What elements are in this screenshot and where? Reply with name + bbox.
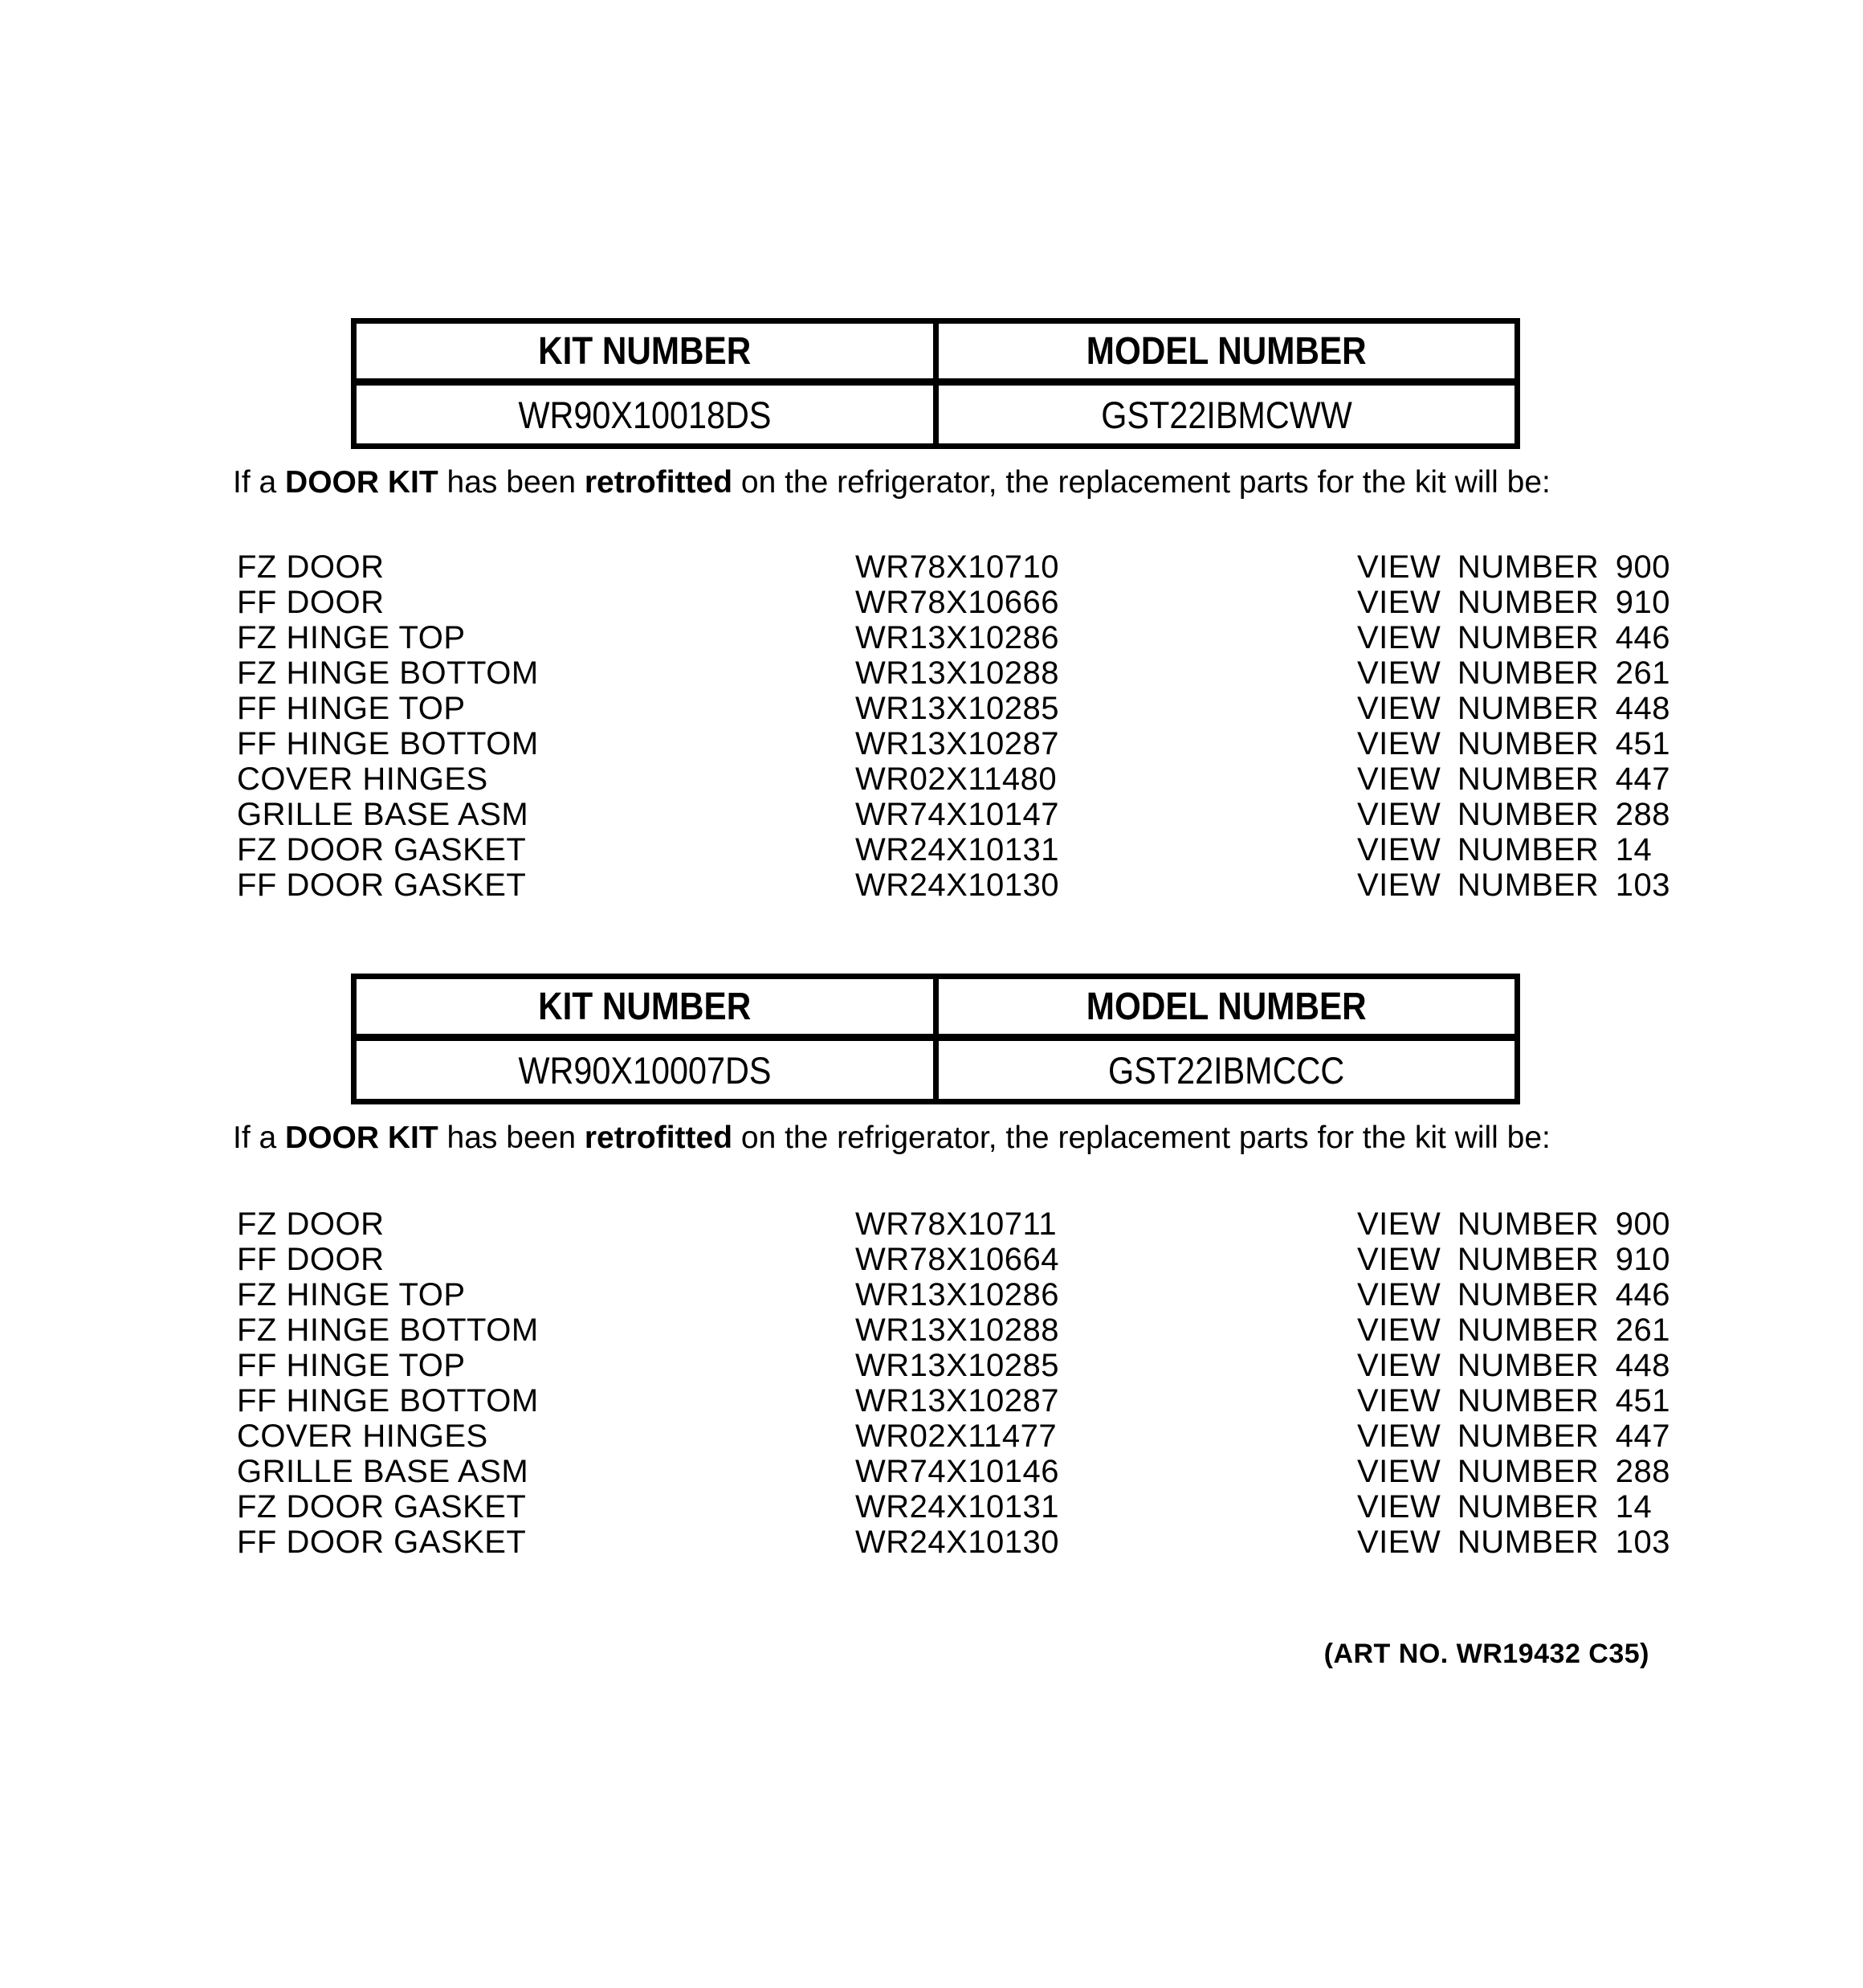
view-number: VIEW NUMBER 910 [1357,585,1671,620]
view-number: VIEW NUMBER 446 [1357,620,1671,655]
kit-number-header-2 [357,979,933,1041]
kit-number-text: WR90X10018DS [518,393,772,436]
part-number: WR13X10286 [855,1277,1060,1312]
parts-row [237,691,1674,726]
view-number: VIEW NUMBER 103 [1357,1525,1671,1560]
part-name: FF DOOR [237,585,385,620]
view-number: VIEW NUMBER 900 [1357,1206,1671,1242]
retrofit-note-2 [233,1120,1551,1157]
view-number: VIEW NUMBER 446 [1357,1277,1671,1312]
kit-number-value-1 [357,386,933,443]
view-number: VIEW NUMBER 14 [1357,832,1653,867]
door-kit-emphasis: DOOR KIT [285,465,438,500]
part-number: WR02X11480 [855,761,1058,797]
retrofit-note-1 [233,464,1551,501]
part-number: WR13X10287 [855,726,1060,761]
view-number: VIEW NUMBER 447 [1357,1419,1671,1454]
part-name: FZ HINGE BOTTOM [237,655,539,691]
part-number: WR74X10146 [855,1454,1060,1489]
part-number: WR13X10287 [855,1383,1060,1419]
part-name: FZ HINGE BOTTOM [237,1312,539,1348]
kit-model-table-1 [351,318,1520,449]
kit-number-header-1 [357,324,933,386]
part-number: WR13X10288 [855,1312,1060,1348]
parts-row [237,1525,1674,1560]
part-name: FZ DOOR [237,1206,385,1242]
table-1-header-row [357,324,1514,386]
parts-row [237,1312,1674,1348]
model-number-text: GST22IBMCWW [1100,393,1352,436]
part-name: GRILLE BASE ASM [237,797,529,832]
part-number: WR78X10666 [855,585,1060,620]
parts-row [237,1419,1674,1454]
parts-row [237,585,1674,620]
view-number: VIEW NUMBER 288 [1357,797,1671,832]
kit-number-text: WR90X10007DS [518,1048,772,1092]
part-name: FZ DOOR [237,549,385,585]
view-number: VIEW NUMBER 14 [1357,1489,1653,1525]
kit-model-table-2 [351,974,1520,1104]
part-number: WR78X10664 [855,1242,1060,1277]
part-number: WR24X10131 [855,1489,1060,1525]
part-name: FF HINGE TOP [237,1348,466,1383]
retrofit-note-text: has been [438,465,585,500]
model-number-header-2 [933,979,1515,1041]
part-name: FZ HINGE TOP [237,620,466,655]
retrofit-note-text: on the refrigerator, the replacement parts for the kit will be: [732,1121,1551,1155]
part-number: WR24X10130 [855,867,1060,903]
parts-row [237,1277,1674,1312]
part-number: WR02X11477 [855,1419,1058,1454]
view-number: VIEW NUMBER 261 [1357,655,1671,691]
part-name: FF DOOR GASKET [237,867,527,903]
parts-row [237,655,1674,691]
part-number: WR24X10130 [855,1525,1060,1560]
art-number: (ART NO. WR19432 C35) [1323,1639,1649,1669]
part-number: WR13X10285 [855,1348,1060,1383]
view-number: VIEW NUMBER 447 [1357,761,1671,797]
parts-row [237,620,1674,655]
parts-row [237,1206,1674,1242]
retrofitted-emphasis: retrofitted [584,1121,733,1155]
view-number: VIEW NUMBER 451 [1357,1383,1671,1419]
model-number-header-label: MODEL NUMBER [1086,329,1367,373]
parts-row [237,1242,1674,1277]
part-number: WR13X10286 [855,620,1060,655]
parts-row [237,1348,1674,1383]
part-number: WR78X10710 [855,549,1060,585]
view-number: VIEW NUMBER 451 [1357,726,1671,761]
model-number-header-label: MODEL NUMBER [1086,985,1367,1028]
part-number: WR24X10131 [855,832,1060,867]
model-number-header-1 [933,324,1515,386]
part-name: COVER HINGES [237,761,488,797]
view-number: VIEW NUMBER 448 [1357,1348,1671,1383]
part-name: FF DOOR [237,1242,385,1277]
part-name: FZ DOOR GASKET [237,832,527,867]
part-name: FF DOOR GASKET [237,1525,527,1560]
retrofitted-emphasis: retrofitted [584,465,733,500]
parts-row [237,761,1674,797]
table-2-value-row [357,1041,1514,1099]
parts-row [237,1489,1674,1525]
parts-row [237,867,1674,903]
model-number-text: GST22IBMCCC [1108,1048,1345,1092]
retrofit-note-text: If a [233,1121,286,1155]
view-number: VIEW NUMBER 103 [1357,867,1671,903]
parts-row [237,1454,1674,1489]
retrofit-note-text: has been [438,1121,585,1155]
part-number: WR13X10288 [855,655,1060,691]
view-number: VIEW NUMBER 910 [1357,1242,1671,1277]
kit-number-value-2 [357,1041,933,1099]
view-number: VIEW NUMBER 288 [1357,1454,1671,1489]
parts-list-2 [237,1206,1674,1560]
parts-row [237,726,1674,761]
part-number: WR78X10711 [855,1206,1058,1242]
view-number: VIEW NUMBER 261 [1357,1312,1671,1348]
view-number: VIEW NUMBER 900 [1357,549,1671,585]
part-name: FZ DOOR GASKET [237,1489,527,1525]
part-name: COVER HINGES [237,1419,488,1454]
retrofit-note-text: If a [233,465,286,500]
part-name: FF HINGE BOTTOM [237,726,539,761]
retrofit-note-text: on the refrigerator, the replacement parts for the kit will be: [732,465,1551,500]
table-2-header-row [357,979,1514,1041]
model-number-value-2 [933,1041,1515,1099]
parts-row [237,797,1674,832]
part-number: WR74X10147 [855,797,1060,832]
part-number: WR13X10285 [855,691,1060,726]
parts-row [237,1383,1674,1419]
kit-number-header-label: KIT NUMBER [538,329,752,373]
parts-row [237,549,1674,585]
part-name: FF HINGE BOTTOM [237,1383,539,1419]
table-1-value-row [357,386,1514,443]
door-kit-emphasis: DOOR KIT [285,1121,438,1155]
part-name: GRILLE BASE ASM [237,1454,529,1489]
view-number: VIEW NUMBER 448 [1357,691,1671,726]
part-name: FZ HINGE TOP [237,1277,466,1312]
parts-row [237,832,1674,867]
kit-number-header-label: KIT NUMBER [538,985,752,1028]
parts-list-1 [237,549,1674,903]
model-number-value-1 [933,386,1515,443]
part-name: FF HINGE TOP [237,691,466,726]
